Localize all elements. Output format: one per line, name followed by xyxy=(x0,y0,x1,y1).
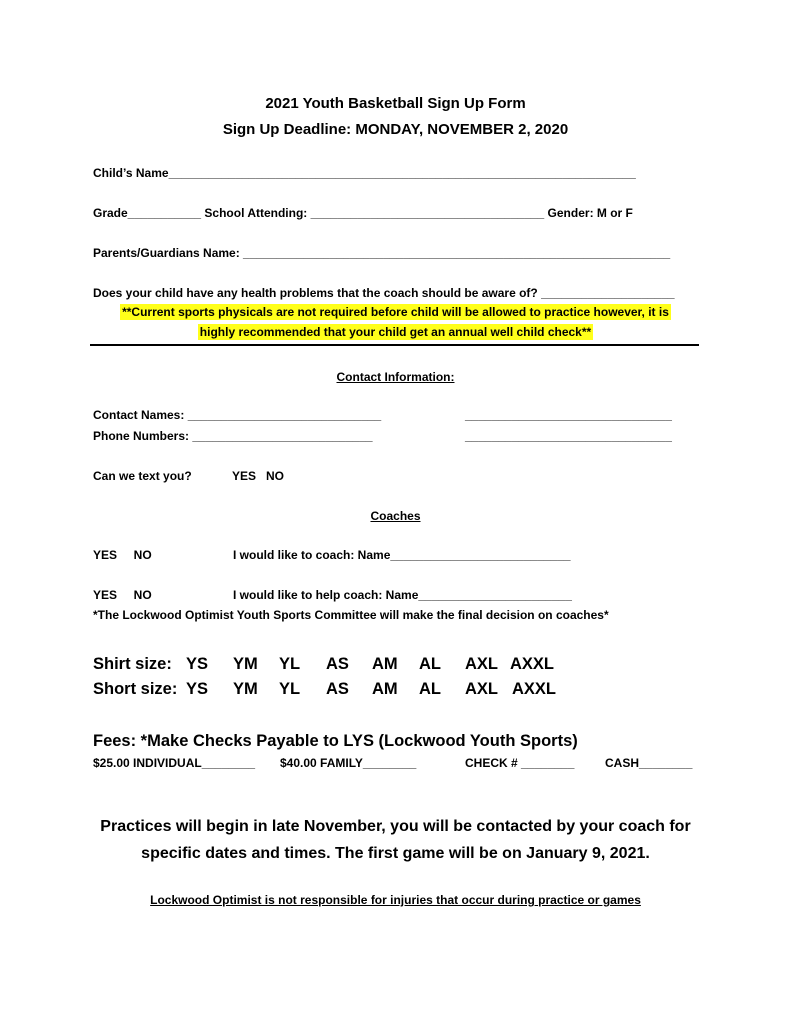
shirt-size-ym: YM xyxy=(233,655,258,673)
short-size-ys: YS xyxy=(186,680,209,698)
shirt-size-label: Shirt size: xyxy=(93,655,172,673)
short-size-al: AL xyxy=(419,680,441,698)
form-title: 2021 Youth Basketball Sign Up Form xyxy=(265,95,526,112)
coaches-heading: Coaches xyxy=(370,509,421,523)
phone-numbers-field: Phone Numbers: ___________________________ xyxy=(93,429,373,443)
coach-decision-note: *The Lockwood Optimist Youth Sports Committee will make the final decision on coaches* xyxy=(93,608,609,622)
health-question-field: Does your child have any health problems that the coach should be aware of? ____________________ xyxy=(93,286,675,300)
shirt-size-am: AM xyxy=(372,655,398,673)
contact-heading: Contact Information: xyxy=(336,370,455,384)
contact-names-field-2: _______________________________ xyxy=(465,408,672,422)
fee-family: $40.00 FAMILY________ xyxy=(280,756,417,770)
shirt-size-ys: YS xyxy=(186,655,209,673)
physicals-note-line-2: highly recommended that your child get an annual well child check** xyxy=(199,325,592,339)
short-size-axl: AXL xyxy=(465,680,498,698)
shirt-size-axxl: AXXL xyxy=(510,655,555,673)
shirt-size-yl: YL xyxy=(279,655,301,673)
shirt-size-al: AL xyxy=(419,655,441,673)
text-question: Can we text you? xyxy=(93,469,192,483)
physicals-note-line-1: **Current sports physicals are not required before child will be allowed to practice however, it is xyxy=(122,305,669,319)
coach-name-field: I would like to coach: Name___________________________ xyxy=(233,548,571,562)
practice-note-line-1: Practices will begin in late November, you will be contacted by your coach for xyxy=(100,818,691,835)
signup-deadline: Sign Up Deadline: MONDAY, NOVEMBER 2, 2020 xyxy=(222,121,569,138)
section-divider xyxy=(90,344,699,346)
phone-numbers-field-2: _______________________________ xyxy=(465,429,672,443)
help-coach-name-field: I would like to help coach: Name_______________________ xyxy=(233,588,572,602)
text-options: YES NO xyxy=(232,469,285,483)
contact-names-field: Contact Names: _____________________________ xyxy=(93,408,382,422)
fee-cash: CASH________ xyxy=(605,756,693,770)
grade-school-gender-field: Grade___________ School Attending: ___________________________________ Gender: M or F xyxy=(93,206,633,220)
short-size-ym: YM xyxy=(233,680,258,698)
practice-note-line-2: specific dates and times. The first game will be on January 9, 2021. xyxy=(141,845,650,862)
parents-name-field: Parents/Guardians Name: ________________________________________________________________ xyxy=(93,246,671,260)
coach-yes-no: YES NO xyxy=(93,548,152,562)
short-size-am: AM xyxy=(372,680,398,698)
fee-individual: $25.00 INDIVIDUAL________ xyxy=(93,756,256,770)
child-name-field: Child’s Name______________________________________________________________________ xyxy=(93,166,636,180)
fee-check-number: CHECK # ________ xyxy=(465,756,575,770)
liability-disclaimer: Lockwood Optimist is not responsible for injuries that occur during practice or games xyxy=(150,893,641,907)
help-coach-yes-no: YES NO xyxy=(93,588,152,602)
short-size-yl: YL xyxy=(279,680,301,698)
shirt-size-axl: AXL xyxy=(465,655,498,673)
short-size-label: Short size: xyxy=(93,680,178,698)
fees-heading: Fees: *Make Checks Payable to LYS (Lockwood Youth Sports) xyxy=(93,732,578,750)
short-size-axxl: AXXL xyxy=(512,680,557,698)
short-size-as: AS xyxy=(326,680,349,698)
shirt-size-as: AS xyxy=(326,655,349,673)
